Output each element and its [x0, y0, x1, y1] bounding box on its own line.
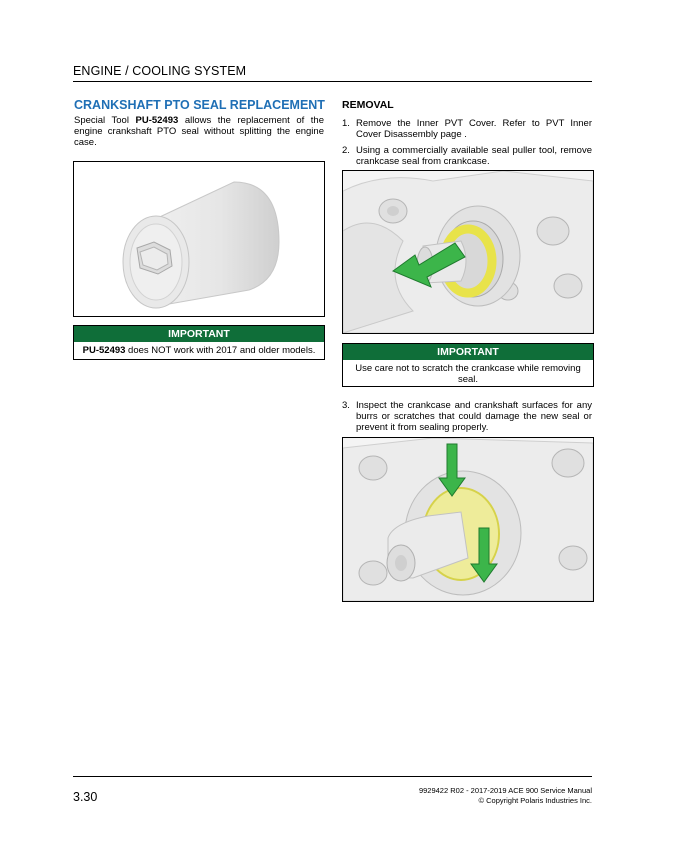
section-title: CRANKSHAFT PTO SEAL REPLACEMENT — [74, 98, 325, 112]
important-box-right — [342, 343, 594, 387]
step-3 — [342, 400, 592, 434]
step-3-text: Inspect the crankcase and crankshaft surfaces for any burrs or scratches that could damage the new seal or prevent it from sealing properly. — [356, 400, 592, 433]
important-text-left — [74, 342, 324, 356]
page-number: 3.30 — [73, 790, 98, 804]
seal-removal-image — [342, 170, 594, 334]
important-heading-left: IMPORTANT — [74, 326, 324, 342]
important-box-left — [73, 325, 325, 360]
inspection-image — [342, 437, 594, 602]
step-2-text: Using a commercially available seal puller tool, remove crankcase seal from crankcase. — [356, 145, 592, 167]
copyright: © Copyright Polaris Industries Inc. — [478, 796, 592, 805]
inspection-illustration — [343, 438, 593, 601]
step-1-text: Remove the Inner PVT Cover. Refer to PVT Inner Cover Disassembly page . — [356, 118, 592, 140]
step-3-number: 3. — [342, 400, 350, 411]
step-2-number: 2. — [342, 145, 350, 156]
intro-tool: PU-52493 — [135, 115, 179, 126]
manual-title: 9929422 R02 - 2017-2019 ACE 900 Service Manual — [418, 786, 592, 795]
seal-tool-illustration — [74, 162, 324, 316]
important-text-right: Use care not to scratch the crankcase while removing seal. — [355, 363, 581, 385]
header-rule — [73, 81, 592, 82]
important-note: does NOT work with 2017 and older models. — [125, 345, 316, 356]
seal-removal-illustration — [343, 171, 593, 333]
intro-prefix: Special Tool — [74, 115, 136, 126]
step-1-number: 1. — [342, 118, 350, 129]
tool-image — [73, 161, 325, 317]
intro-suffix: allows the replacement of the engine crankshaft PTO seal without splitting the engine case. — [74, 115, 324, 148]
step-2 — [342, 145, 592, 169]
step-1 — [342, 118, 592, 142]
intro-paragraph — [74, 115, 324, 148]
footer-rule — [73, 776, 592, 777]
header-title: ENGINE / COOLING SYSTEM — [73, 64, 247, 78]
manual-info — [419, 786, 592, 806]
important-tool: PU-52493 — [82, 345, 126, 356]
removal-heading: REMOVAL — [342, 99, 394, 111]
important-heading-right: IMPORTANT — [343, 344, 593, 360]
